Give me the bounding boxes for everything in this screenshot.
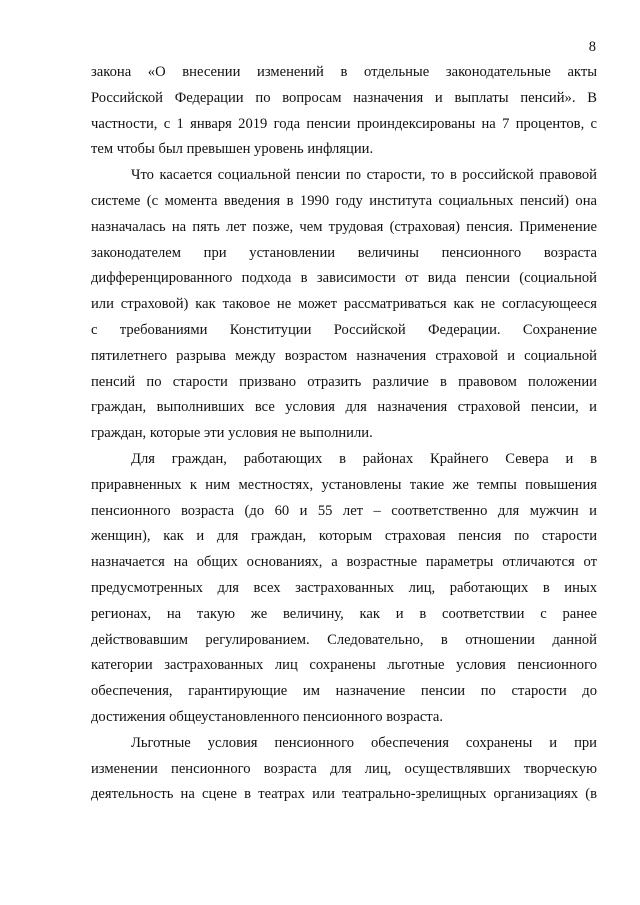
- text-line: действовавшим регулированием. Следовательно, в отношении данной: [91, 631, 597, 648]
- text-line: категории застрахованных лиц сохранены льготные условия пенсионного: [91, 657, 597, 674]
- text-line: предусмотренных для всех застрахованных лиц, работающих в иных: [91, 579, 597, 596]
- text-line: пятилетнего разрыва между возрастом назначения страховой и социальной: [91, 347, 597, 364]
- text-line: законодателем при установлении величины пенсионного возраста: [91, 244, 597, 261]
- text-line: назначалась на пять лет позже, чем трудовая (страховая) пенсия. Применение: [91, 218, 597, 235]
- paragraph-4: [91, 731, 597, 808]
- text-line: системе (с момента введения в 1990 году института социальных пенсий) она: [91, 192, 597, 209]
- text-line: регионах, на такую же величину, как и в соответствии с ранее: [91, 605, 597, 622]
- text-line: пенсий по старости призвано отразить различие в правовом положении: [91, 373, 597, 390]
- page-number: 8: [588, 39, 596, 55]
- text-line: граждан, которые эти условия не выполнили.: [91, 425, 373, 442]
- text-line: с требованиями Конституции Российской Федерации. Сохранение: [91, 321, 597, 338]
- text-line: закона «О внесении изменений в отдельные законодательные акты: [91, 64, 597, 80]
- text-line: частности, с 1 января 2019 года пенсии проиндексированы на 7 процентов, с: [91, 115, 597, 132]
- text-line: Российской Федерации по вопросам назначения и выплаты пенсий». В: [91, 89, 597, 106]
- text-line: назначается на общих основаниях, а возрастные параметры отличаются от: [91, 554, 597, 571]
- text-line: Что касается социальной пенсии по старости, то в российской правовой: [131, 167, 597, 184]
- paragraph-1: [91, 60, 597, 163]
- text-line: приравненных к ним местностях, установлены такие же темпы повышения: [91, 476, 597, 493]
- text-line: пенсионного возраста (до 60 и 55 лет – соответственно для мужчин и: [91, 502, 597, 519]
- text-line: тем чтобы был превышен уровень инфляции.: [91, 141, 374, 158]
- paragraph-2: [91, 163, 597, 447]
- text-line: деятельность на сцене в театрах или театрально-зрелищных организациях (в: [91, 786, 597, 803]
- text-line: дифференцированного подхода в зависимости от вида пенсии (социальной: [91, 270, 597, 287]
- text-line: достижения общеустановленного пенсионного возраста.: [91, 708, 443, 725]
- text-line: изменении пенсионного возраста для лиц, осуществлявших творческую: [91, 760, 597, 777]
- text-line: Льготные условия пенсионного обеспечения сохранены и при: [131, 734, 597, 751]
- text-line: обеспечения, гарантирующие им назначение пенсии по старости до: [91, 683, 597, 700]
- text-line: граждан, выполнивших все условия для назначения страховой пенсии, и: [91, 399, 597, 416]
- text-line: или страховой) как таковое не может рассматриваться как не согласующееся: [91, 296, 597, 313]
- document-body: [91, 60, 597, 808]
- text-line: Для граждан, работающих в районах Крайнего Севера и в: [131, 450, 597, 467]
- paragraph-3: [91, 447, 597, 731]
- text-line: женщин), как и для граждан, которым страховая пенсия по старости: [91, 528, 597, 545]
